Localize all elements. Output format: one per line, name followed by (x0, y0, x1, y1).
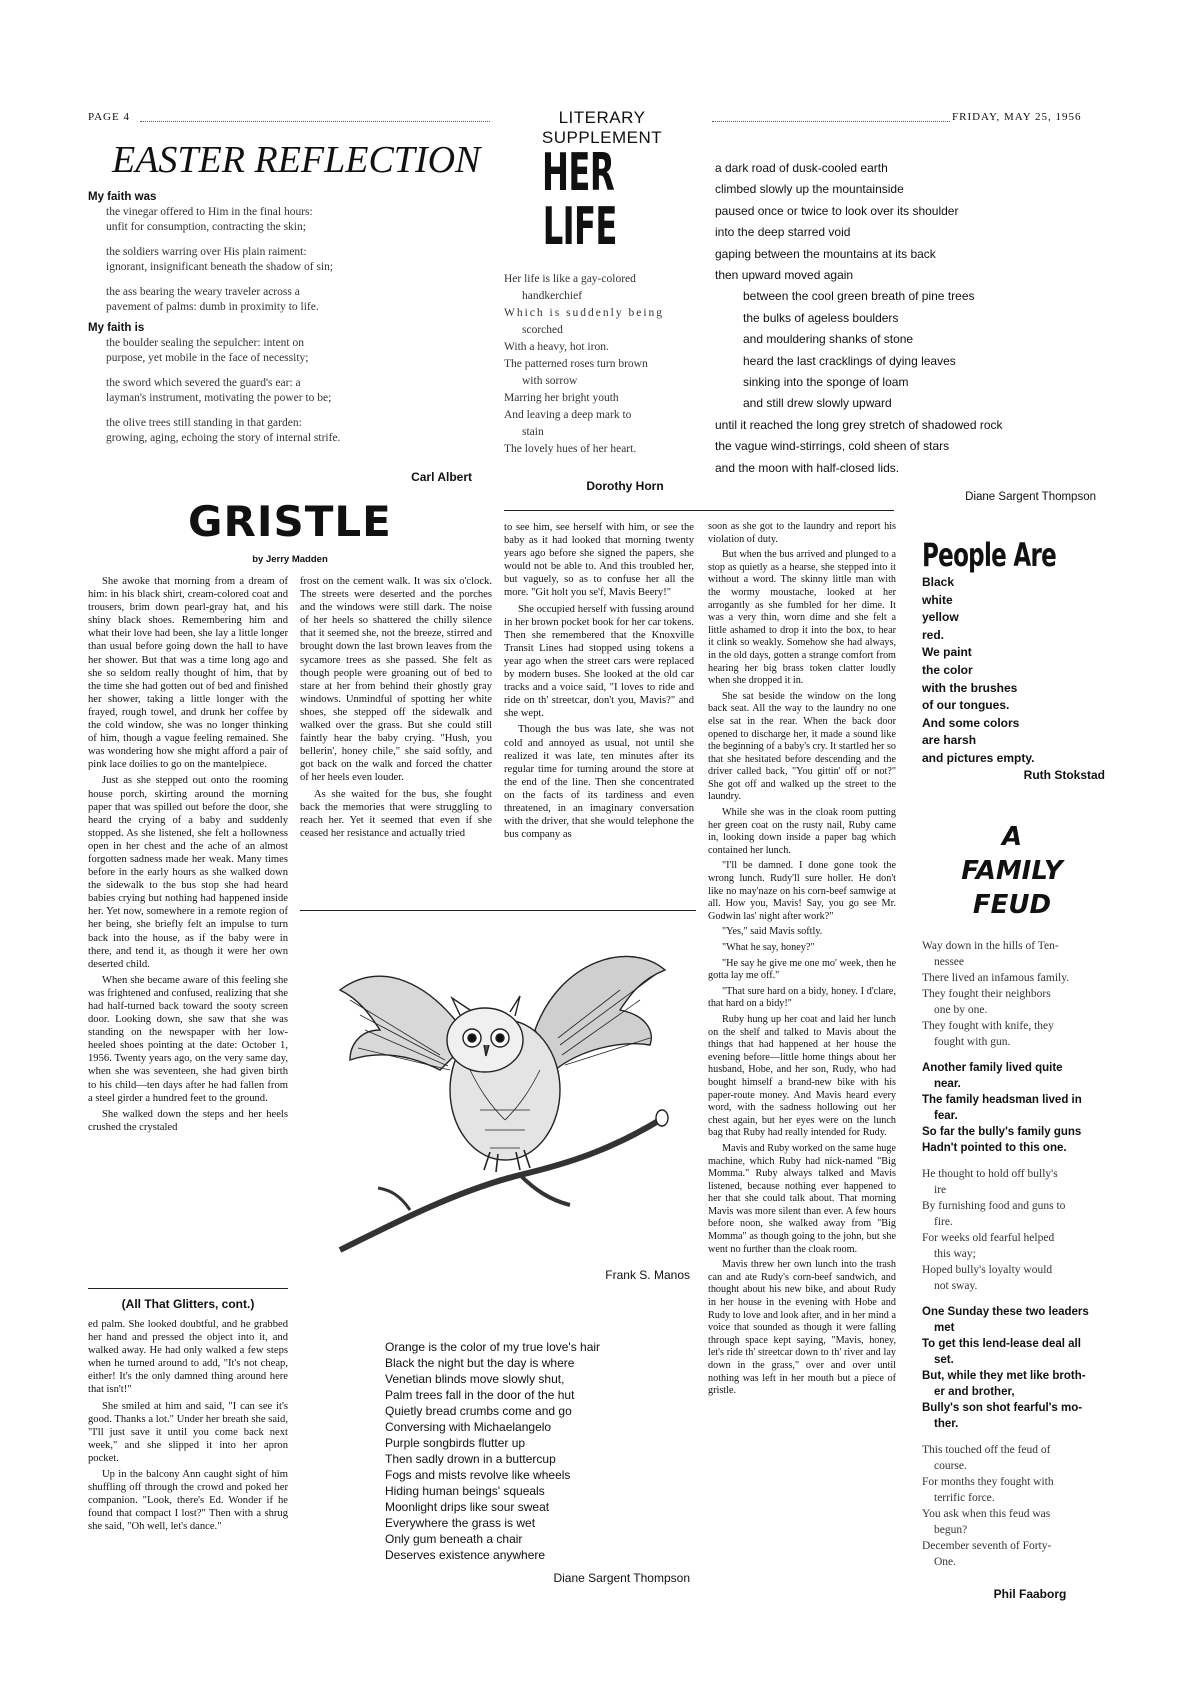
stanza (922, 1060, 1112, 1156)
header-rule-right (712, 121, 950, 123)
poem-line: the vinegar offered to Him in the final hours: (106, 206, 313, 218)
poem-line: He thought to hold off bully's (922, 1168, 1058, 1180)
poem-line: begun? (934, 1524, 968, 1536)
feud-title (922, 820, 1102, 922)
paragraph: Just as she stepped out onto the rooming house porch, skirting around the morning paper that was spilled out before the door, she heard the crying of a baby and suddenly stopped. As she listened, she felt a hollowness open in her chest and the ache of an almost forgotten sadness made her weak. Many times before in the early hours as she walked down the sidewalk to the bus stop she had heard babies crying but nothing had happened inside her. Yet now, somewhere in a remote region of her being, she briefly felt an impulse to turn back into the house, as if the baby were in there, and tend it, as though it were her own deserted child. (88, 775, 288, 970)
poem-line: one by one. (934, 1004, 988, 1016)
poem-line: the boulder sealing the sepulcher: intent on (106, 337, 304, 349)
stanza (922, 1166, 1112, 1294)
poem-line: This touched off the feud of (922, 1444, 1051, 1456)
poem-line: into the deep starred void (715, 225, 851, 240)
poem-line: They fought with knife, they (922, 1020, 1054, 1032)
header-rule-left (140, 121, 490, 123)
poem-line: and the moon with half-closed lids. (715, 460, 900, 475)
poem-line: ignorant, insignificant beneath the shadow of sin; (106, 261, 334, 273)
stanza (922, 1442, 1112, 1570)
gristle-col3 (504, 521, 694, 841)
feud-title-a: A (1001, 822, 1023, 852)
poem-line: Another family lived quite (922, 1062, 1063, 1074)
poem-line: near. (934, 1078, 961, 1090)
paragraph: Though the bus was late, she was not cold and annoyed as usual, not until she realized it was late, ten minutes after its regular time for turning around the store at the end of the line. Then she concentrated on the facts of its tardiness and even threatened, in an imaginary conversation with the driver, that she would telephone the bus company as (504, 724, 694, 841)
poem-line: fought with gun. (934, 1036, 1011, 1048)
paragraph: soon as she got to the laundry and report his violation of duty. (708, 521, 896, 545)
poem-line: climbed slowly up the mountainside (715, 182, 904, 197)
poem-line: Deserves existence anywhere (385, 1548, 546, 1562)
paragraph: She occupied herself with fussing around in her brown pocket book for her car tokens. Then she remembered that the Knoxville Transit Lines had stopped using tokens a year ago when the street cars were replaced by modern buses. She looked at the old car tracks and a voice said, "I loves to ride and ride on th' streetcar, don't you, Mavis?" and she wept. (504, 603, 694, 720)
poem-line: the ass bearing the weary traveler across a (106, 286, 300, 298)
poem-line: Fogs and mists revolve like wheels (385, 1468, 571, 1482)
poem-line: The family headsman lived in (922, 1094, 1082, 1106)
people-poem (922, 574, 1102, 768)
paragraph: to see him, see herself with him, or see the baby as it had looked that morning twenty years ago before she signed the papers, she would not be able to. And this troubled her, but vaguely, so as to confuse her all the more. "Git holt you se'f, Mavis Beery!" (504, 522, 694, 599)
poem-line: fire. (934, 1216, 953, 1228)
people-title: People Are (922, 536, 1056, 574)
poem-line: and pictures empty. (922, 750, 1035, 765)
easter-poem (88, 190, 478, 446)
owl-caption: Frank S. Manos (605, 1268, 690, 1282)
gristle-col1 (88, 575, 288, 1134)
paragraph: "Yes," said Mavis softly. (722, 926, 823, 938)
easter-label-is: My faith is (88, 322, 145, 334)
paragraph: She sat beside the window on the long back seat. All the way to the laundry no one else sat in the rear. When the back door opened to discharge her, it made a sound like the beginning of a baby's cry. It startled her so that she hesitated before descending and the driver called back, "You gittin' off or not?" She got off and walked up the street to the laundry. (708, 690, 896, 803)
poem-line: Hiding human beings' squeals (385, 1484, 545, 1498)
poem-line: course. (934, 1460, 967, 1472)
poem-line: Conversing with Michaelangelo (385, 1420, 552, 1434)
poem-line: By furnishing food and guns to (922, 1200, 1066, 1212)
poem-line: gaping between the mountains at its back (715, 246, 936, 261)
easter-title: EASTER REFLECTION (112, 139, 481, 181)
poem-line: ther. (934, 1418, 959, 1430)
gristle-col4 (708, 521, 896, 1398)
paragraph: "What he say, honey?" (722, 942, 815, 953)
poem-line: of our tongues. (922, 698, 1010, 713)
paragraph: Mavis and Ruby worked on the same huge machine, which Ruby had nick-named "Big Momma." Ruby always talked and Mavis listened, because nothing ever happened to her that she could talk about. That morning Mavis was more silent than ever. A few hours before noon, she walked away from "Big Momma" as though going to the john, but she went no further than the cloak room. (708, 1142, 897, 1255)
poem-line: Then sadly drown in a buttercup (385, 1452, 556, 1466)
poem-line: The lovely hues of her heart. (504, 443, 637, 455)
poem-line: fear. (934, 1110, 958, 1122)
poem-line: You ask when this feud was (922, 1508, 1051, 1520)
poem-line: We paint (922, 645, 972, 660)
feud-author: Phil Faaborg (993, 1587, 1067, 1601)
illustration-top-rule (300, 910, 696, 911)
poem-line: yellow (922, 610, 959, 625)
poem-line: Marring her bright youth (504, 392, 619, 404)
poem-line: With a heavy, hot iron. (504, 341, 609, 353)
paragraph: "He say he give me one mo' week, then he gotta lay me off." (708, 957, 896, 982)
poem-line: And some colors (922, 715, 1020, 730)
poem-line: and mouldering shanks of stone (743, 332, 914, 347)
poem-line: But, while they met like broth- (922, 1370, 1086, 1382)
poem-line: paused once or twice to look over its shoulder (715, 203, 959, 218)
glitters-title: (All That Glitters, cont.) (121, 1297, 255, 1311)
poem-line: Palm trees fall in the door of the hut (385, 1388, 575, 1402)
poem-line: growing, aging, echoing the story of internal strife. (106, 432, 341, 444)
paragraph: She smiled at him and said, "I can see it's good. Thanks a lot." Under her breath she said, "I'll just save it until you come back next week," and she slipped it into her apron pocket. (88, 1400, 288, 1464)
gristle-title: GRISTLE (188, 497, 392, 546)
poem-line: a dark road of dusk-cooled earth (715, 161, 888, 175)
poem-line: until it reached the long grey stretch of shadowed rock (715, 417, 1003, 432)
poem-line: then upward moved again (715, 268, 854, 283)
glitters-body (88, 1318, 288, 1534)
poem-line: Everywhere the grass is wet (385, 1516, 536, 1530)
paragraph: Mavis threw her own lunch into the trash can and ate Rudy's corn-beef sandwich, and thought about his new bike, and about Rudy in her house in the evening with Hobe and Rudy to love and look after, and in her mind a voice that sounded as though it were falling through space kept saying, "Mavis, honey, let's ride th' streetcar down to th' river and lay down in the grass," over and over until nothing was left in her mouth but a piece of gristle. (708, 1259, 896, 1397)
poem-line: terrific force. (934, 1492, 995, 1504)
poem-line: nessee (934, 956, 965, 968)
owl-illustration (320, 920, 690, 1260)
paragraph: Ruby hung up her coat and laid her lunch on the shelf and talked to Mavis about the things that had happened at her house the evening before—little home things about her husband, Hobe, and her son, Rudy, who had bought himself a brand-new bike with his paper-route money. And Mavis heard every word, with the sadness hollowing out her chest again, but her eyes were on the lunch bag that Ruby had really intended for Rudy. (708, 1013, 896, 1139)
poem-line: layman's instrument, motivating the power to be; (106, 392, 332, 404)
stanza (922, 1304, 1112, 1432)
herlife-title-her: HER (542, 143, 615, 203)
poem-line: Black the night but the day is where (385, 1356, 575, 1370)
poem-line: are harsh (922, 733, 977, 748)
poem-line: ire (934, 1184, 947, 1196)
poem-line: Venetian blinds move slowly shut, (385, 1372, 565, 1386)
section-title: LITERARY SUPPLEMENT (541, 108, 663, 147)
paragraph: "I'll be damned. I done gone took the wrong lunch. Rudy'll sure holler. He don't like no may'naze on his corn-beef samwige at all. How you, Mavis! Say, you go see Mr. Godwin las' night after work?" (708, 860, 896, 922)
stanza (922, 938, 1112, 1050)
paragraph: "That sure hard on a bidy, honey. I d'clare, that hard on a bidy!" (708, 985, 896, 1010)
poem-line: white (922, 592, 953, 607)
feud-poem (922, 938, 1112, 1580)
story-top-rule (504, 510, 894, 511)
feud-title-family: FAMILY (961, 856, 1063, 886)
darkroad-author: Diane Sargent Thompson (965, 491, 1096, 503)
poem-line: red. (922, 627, 945, 642)
poem-line: scorched (522, 324, 563, 336)
paragraph: She walked down the steps and her heels crushed the crystaled (88, 1108, 288, 1133)
poem-line: To get this lend-lease deal all (922, 1338, 1081, 1350)
poem-line: with the brushes (922, 680, 1018, 695)
poem-line: December seventh of Forty- (922, 1540, 1052, 1552)
darkroad-poem (715, 158, 1115, 479)
poem-line: Bully's son shot fearful's mo- (922, 1402, 1083, 1414)
people-author: Ruth Stokstad (1023, 768, 1105, 782)
herlife-author: Dorothy Horn (586, 479, 664, 493)
poem-line: with sorrow (522, 375, 578, 387)
owl-drawing (320, 920, 690, 1260)
poem-line: They fought their neighbors (922, 988, 1051, 1000)
paragraph: As she waited for the bus, she fought back the memories that were struggling to reach her. Yet it seemed that even if she ceased her resistance and actually tried (300, 788, 492, 839)
poem-line: purpose, yet mobile in the face of necessity; (106, 352, 309, 364)
poem-line: Orange is the color of my true love's hair (385, 1340, 601, 1354)
glitters-top-rule (88, 1288, 288, 1289)
gristle-byline: by Jerry Madden (252, 554, 328, 565)
poem-line: Black (922, 575, 955, 589)
poem-line: er and brother, (934, 1386, 1015, 1398)
poem-line: One Sunday these two leaders (922, 1306, 1089, 1318)
poem-line: met (934, 1322, 955, 1334)
orange-poem (385, 1339, 685, 1563)
issue-date: FRIDAY, MAY 25, 1956 (952, 111, 1082, 123)
poem-line: One. (934, 1556, 957, 1568)
poem-line: set. (934, 1354, 954, 1366)
paragraph: Up in the balcony Ann caught sight of him shuffling off through the crowd and poked her companion. "Look, there's Ed. Wonder if he found that compact I lost?" Then with a shrug she said, "Oh well, let's dance." (88, 1469, 288, 1533)
poem-line: Hoped bully's loyalty would (922, 1264, 1053, 1276)
poem-line: Hadn't pointed to this one. (922, 1142, 1067, 1154)
poem-line: unfit for consumption, contracting the skin; (106, 221, 306, 233)
poem-line: and still drew slowly upward (743, 396, 892, 411)
paragraph: frost on the cement walk. It was six o'clock. The streets were deserted and the porches and the windows were still dark. The noise of her heels so shattered the chilly silence that it seemed she, not the breeze, stirred and brought down the last brown leaves from the sycamore trees as she passed. She felt as though people were groaning out of bed to stare at her from behind their ghostly gray windows. Unmindful of spotting her white shoes, she stepped off the sidewalk and walked over the grass. But she could still faintly hear the baby crying. "Hush, you bellerin', honey chile," she said softly, and got back on the walk and forced the chatter of her heels even louder. (300, 576, 492, 784)
poem-line: Only gum beneath a chair (385, 1532, 523, 1546)
poem-line: Quietly bread crumbs come and go (385, 1404, 572, 1418)
easter-label-was: My faith was (88, 191, 157, 203)
poem-line: So far the bully's family guns (922, 1126, 1082, 1138)
paragraph: While she was in the cloak room putting her green coat on the rusty nail, Ruby came in, looking down inside a paper bag which contained her lunch. (708, 807, 896, 856)
poem-line: Her life is like a gay-colored (504, 273, 636, 285)
poem-line: between the cool green breath of pine trees (743, 289, 975, 304)
herlife-title (520, 143, 630, 257)
poem-line: For weeks old fearful helped (922, 1232, 1055, 1244)
paragraph: ed palm. She looked doubtful, and he grabbed her hand and pressed the object into it, and walked away. He had only walked a few steps when he turned around to add, "It's not cheap, either! It's the only damned thing around here that isn't!" (88, 1319, 288, 1396)
poem-line: Purple songbirds flutter up (385, 1436, 526, 1450)
poem-line: not sway. (934, 1280, 978, 1292)
poem-line: There lived an infamous family. (922, 972, 1070, 984)
paragraph: She awoke that morning from a dream of him: in his black shirt, cream-colored coat and trousers, brim down pearl-gray hat, and his shiny black shoes. Remembering him and what their love had been, she lay a little longer than usual before going down the hall to have her shower. But that was a time long ago and she so seldom really thought of him, that by the time she had gotten out of bed and finished her shower, taking a little longer with the frayed, rough towel, and drunk her coffee by the cold window, she was no longer thinking of him, though a vague feeling remained. She was wondering how she might afford a pair of pink lace doilies to go on the mantelpiece. (88, 576, 288, 771)
poem-line: Way down in the hills of Ten- (922, 940, 1059, 952)
paragraph: But when the bus arrived and plunged to a stop as quietly as a hearse, she stepped into it without a word. The skinny little man with the wormy moustache, looked at her arrogantly as she fumbled for her dime. It was a very thin, worn dime and she felt a little ashamed to drop it into the box, to hear it clink so weakly. Somehow she had always, in the old days, gotten a strange comfort from hearing her big brass token clatter loudly when she dropped it in. (708, 549, 896, 687)
poem-line: Which is suddenly being (504, 307, 665, 319)
herlife-poem (504, 271, 700, 458)
poem-line: The patterned roses turn brown (504, 358, 648, 370)
poem-line: the soldiers warring over His plain raiment: (106, 246, 307, 258)
poem-line: heard the last cracklings of dying leaves (743, 353, 956, 368)
page-number: PAGE 4 (88, 111, 130, 123)
poem-line: sinking into the sponge of loam (743, 375, 909, 390)
feud-title-feud: FEUD (972, 890, 1052, 920)
poem-line: the vague wind-stirrings, cold sheen of stars (715, 439, 950, 454)
poem-line: Moonlight drips like sour sweat (385, 1500, 550, 1514)
poem-line: pavement of palms: dumb in proximity to life. (106, 301, 319, 313)
herlife-title-life: LIFE (542, 197, 617, 257)
gristle-col2 (300, 575, 492, 840)
paragraph: When she became aware of this feeling she was frightened and confused, realizing that she had half-turned back toward the sooty screen door. Looking down, she saw that she was standing on the newspaper with her low-heeled shoes pointing at the date: October 1, 1956. Twenty years ago, on the very same day, when she was seventeen, she had given birth to his child—ten days after he had fallen from a steel girder a hundred feet to the ground. (88, 974, 288, 1104)
easter-author: Carl Albert (411, 470, 472, 484)
poem-line: And leaving a deep mark to (504, 409, 632, 421)
poem-line: For months they fought with (922, 1476, 1054, 1488)
poem-line: stain (522, 426, 544, 438)
poem-line: the bulks of ageless boulders (743, 310, 899, 325)
poem-line: this way; (934, 1248, 976, 1260)
orange-author: Diane Sargent Thompson (553, 1571, 690, 1585)
poem-line: the olive trees still standing in that garden: (106, 417, 302, 429)
poem-line: handkerchief (522, 290, 583, 302)
poem-line: the sword which severed the guard's ear: a (106, 377, 301, 389)
poem-line: the color (922, 662, 973, 677)
